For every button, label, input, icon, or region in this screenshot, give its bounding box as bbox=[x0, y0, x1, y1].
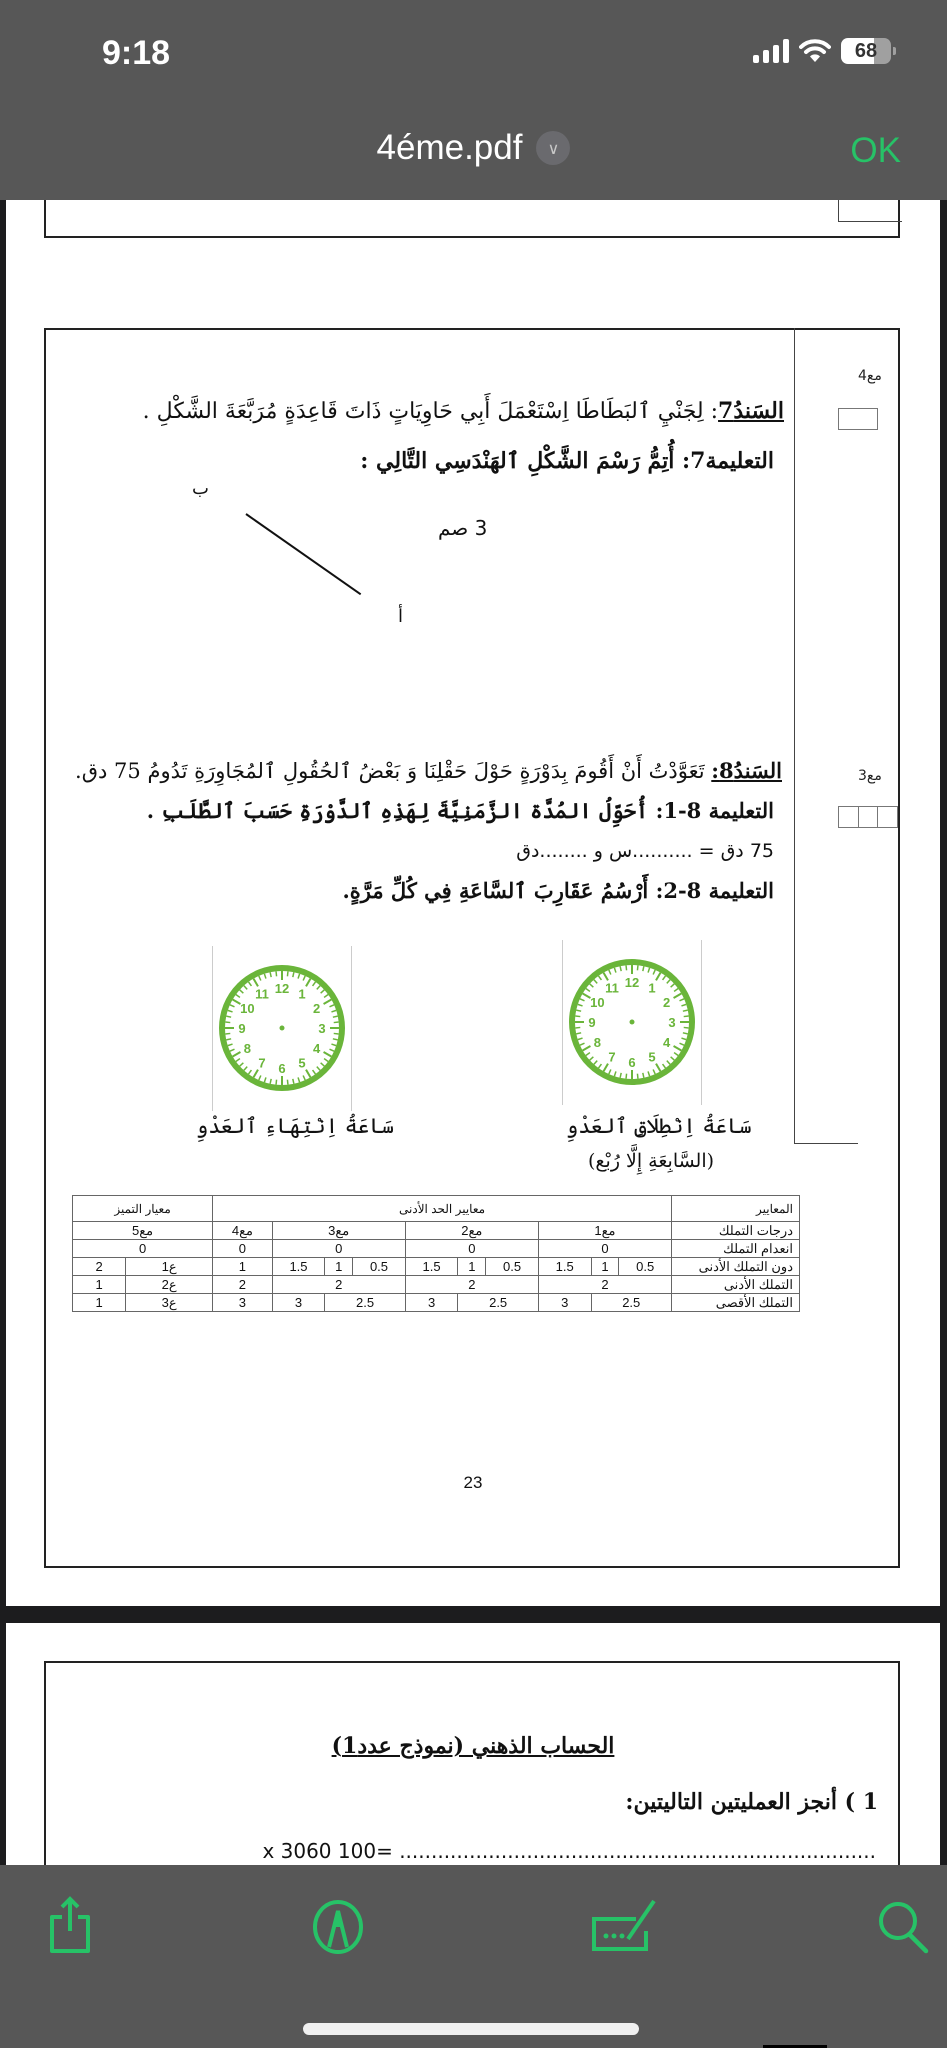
sanad8-label: السَندُ8: bbox=[711, 758, 782, 783]
cell: ع3 bbox=[126, 1294, 213, 1312]
instruction8-2-label: التعليمة 8-2: bbox=[655, 878, 774, 903]
clock-start-subcaption: (السَّابِعَةِ إِلَّا رُبْع) bbox=[588, 1150, 715, 1172]
clock-tick bbox=[333, 1039, 338, 1040]
cell: 0.5 bbox=[353, 1258, 406, 1276]
sanad7-label: السَندُ7 bbox=[718, 398, 784, 424]
cell: 1.5 bbox=[272, 1258, 325, 1276]
instruction8-1 bbox=[147, 798, 774, 823]
cell: 1 bbox=[73, 1294, 126, 1312]
instruction8-2-body: أَرْسُمُ عَقَارِبَ ٱلسَّاعَةِ فِي كُلِّ مَرَّةٍ. bbox=[342, 878, 656, 903]
instruction7-label: التعليمة7: bbox=[682, 448, 774, 474]
signature-icon[interactable] bbox=[584, 1895, 664, 1955]
cell: 1 bbox=[591, 1258, 619, 1276]
cell: 1.5 bbox=[405, 1258, 458, 1276]
header-excellence-criterion: معيار التميز bbox=[73, 1196, 213, 1222]
search-icon[interactable] bbox=[874, 1895, 930, 1955]
cell: 3 bbox=[405, 1294, 458, 1312]
clock-tick bbox=[637, 1074, 638, 1079]
score-box[interactable] bbox=[839, 807, 858, 827]
clock-tick bbox=[643, 1073, 644, 1078]
cell: 1 bbox=[213, 1258, 273, 1276]
clock-tick bbox=[226, 1039, 231, 1040]
document-title-menu[interactable] bbox=[0, 128, 947, 168]
bottom-toolbar bbox=[0, 1865, 947, 2048]
sanad7-text bbox=[143, 398, 784, 424]
cell: ع1 bbox=[126, 1258, 213, 1276]
cell: 2.5 bbox=[458, 1294, 539, 1312]
clock-number: 11 bbox=[255, 986, 269, 1002]
clock-tick bbox=[684, 1027, 689, 1028]
clock-tick bbox=[575, 1027, 580, 1028]
rubric-table bbox=[72, 1195, 800, 1312]
cell: 1 bbox=[325, 1258, 353, 1276]
cell: 0 bbox=[272, 1240, 405, 1258]
clock-number: 9 bbox=[588, 1015, 596, 1030]
cell: 0 bbox=[405, 1240, 538, 1258]
clock-number: 12 bbox=[624, 975, 640, 990]
cell: 3 bbox=[213, 1294, 273, 1312]
instruction7 bbox=[360, 448, 774, 474]
table-row bbox=[73, 1240, 800, 1258]
clock-tick bbox=[637, 965, 638, 970]
clock-number: 10 bbox=[590, 995, 605, 1010]
instruction7-body: أُتِمُّ رَسْمَ الشَّكْلِ ٱلهَنْدَسِي التَّالِي : bbox=[360, 448, 683, 474]
clock-tick bbox=[683, 1033, 688, 1034]
point-b-label: ب bbox=[192, 478, 209, 499]
conversion-line: 75 دق = ..........س و ........دق bbox=[516, 840, 774, 862]
clock-number: 4 bbox=[313, 1041, 321, 1056]
clock-number: 6 bbox=[628, 1055, 636, 1070]
clock-tick bbox=[626, 1074, 627, 1079]
clock-number: 1 bbox=[648, 980, 656, 996]
clock-center bbox=[280, 1026, 285, 1031]
clock-number: 10 bbox=[240, 1001, 255, 1016]
table-row bbox=[73, 1258, 800, 1276]
row-label: التملك الأدنى bbox=[672, 1276, 800, 1294]
home-indicator[interactable] bbox=[303, 2023, 639, 2035]
question-1: 1 ) أنجز العمليتين التاليتين: bbox=[625, 1789, 878, 1815]
sanad8-body: تَعَوَّدْتُ أَنْ أَقُومَ بِدَوْرَةٍ حَوْلَ حَقْلِنَا وَ بَعْضُ ٱلحُقُولِ ٱلمُجَاوِرَةِ تَدُومُ 75 دق. bbox=[75, 759, 712, 783]
table-row bbox=[73, 1294, 800, 1312]
markup-pen-icon[interactable] bbox=[310, 1895, 366, 1955]
score-box[interactable] bbox=[877, 807, 897, 827]
clock-tick bbox=[333, 1016, 338, 1017]
header-criteria: المعايير bbox=[672, 1196, 800, 1222]
clock-number: 6 bbox=[278, 1061, 286, 1076]
status-icons bbox=[753, 38, 891, 64]
instruction8-1-label: التعليمة 8-1: bbox=[655, 798, 774, 823]
top-navigation-bar bbox=[0, 0, 947, 200]
clock-number: 2 bbox=[663, 995, 671, 1010]
table-row bbox=[73, 1222, 800, 1240]
clock-tick bbox=[626, 965, 627, 970]
clock-tick bbox=[270, 1079, 271, 1084]
clock-tick bbox=[287, 1080, 288, 1085]
instruction8-1-body: أُحَوِّلُ المُدَّة الزَّمَنِيَّةَ لِهَذِهِ ٱلدَّوْرَةِ حَسَبَ ٱلطَّلَبِ . bbox=[146, 798, 656, 823]
instruction8-2 bbox=[342, 878, 774, 903]
clock-tick bbox=[287, 971, 288, 976]
clock-number: 2 bbox=[313, 1001, 321, 1016]
clock-tick bbox=[334, 1022, 339, 1023]
clock-number: 7 bbox=[258, 1055, 266, 1071]
cell: مع1 bbox=[538, 1222, 671, 1240]
clock-number: 8 bbox=[593, 1035, 601, 1050]
clock-tick bbox=[276, 1080, 277, 1085]
clock-number: 8 bbox=[243, 1041, 251, 1056]
clock-tick bbox=[225, 1022, 230, 1023]
share-icon[interactable] bbox=[42, 1895, 98, 1955]
row-label: دون التملك الأدنى bbox=[672, 1258, 800, 1276]
clock-number: 3 bbox=[318, 1021, 326, 1036]
cell: 0 bbox=[73, 1240, 213, 1258]
clock-tick bbox=[226, 1016, 231, 1017]
clock-number: 5 bbox=[648, 1049, 656, 1065]
cell: 3 bbox=[272, 1294, 325, 1312]
clock-tick bbox=[225, 1033, 230, 1034]
battery-level: 68 bbox=[854, 39, 878, 62]
clock-tick bbox=[576, 1033, 581, 1034]
criteria-margin-column bbox=[794, 328, 858, 1144]
cell: ع2 bbox=[126, 1276, 213, 1294]
clock-number: 4 bbox=[663, 1035, 671, 1050]
cell: 0.5 bbox=[619, 1258, 672, 1276]
clock-start-caption: سَاعَةُ اِنْطِلَاقِ ٱلعَدْوِ bbox=[566, 1114, 752, 1138]
clock-tick bbox=[334, 1033, 339, 1034]
cell: 2 bbox=[538, 1276, 671, 1294]
clock-tick bbox=[276, 971, 277, 976]
cell: 2 bbox=[272, 1276, 405, 1294]
cell: مع5 bbox=[73, 1222, 213, 1240]
clock-number: 1 bbox=[298, 986, 306, 1002]
clock-tick bbox=[620, 1073, 621, 1078]
cell: 0 bbox=[538, 1240, 671, 1258]
clock-tick bbox=[576, 1010, 581, 1011]
row-label: التملك الأقصى bbox=[672, 1294, 800, 1312]
clock-number: 9 bbox=[238, 1021, 246, 1036]
wifi-icon bbox=[799, 38, 831, 64]
sanad8-text bbox=[75, 758, 782, 783]
score-boxes-mu3[interactable] bbox=[838, 806, 898, 828]
cell: 2.5 bbox=[325, 1294, 406, 1312]
battery-icon bbox=[841, 38, 891, 64]
sanad7-body: : لِجَنْيِ ٱلبَطَاطَا اِسْتَعْمَلَ أَبِي حَاوِيَاتٍ ذَاتَ قَاعِدَةٍ مُرَبَّعَةَ الشَّكْلِ . bbox=[142, 399, 719, 424]
row-label: درجات التملك bbox=[672, 1222, 800, 1240]
cell: مع3 bbox=[272, 1222, 405, 1240]
clock-tick bbox=[620, 966, 621, 971]
cell: 0 bbox=[213, 1240, 273, 1258]
clock-tick bbox=[643, 966, 644, 971]
cell: 2.5 bbox=[591, 1294, 672, 1312]
clock-tick bbox=[293, 1079, 294, 1084]
clock-number: 7 bbox=[608, 1049, 616, 1065]
row-label: انعدام التملك bbox=[672, 1240, 800, 1258]
point-a-label: أ bbox=[398, 606, 404, 627]
clock-number: 12 bbox=[274, 981, 290, 996]
cellular-signal-icon bbox=[753, 39, 789, 63]
clock-end-caption: سَاعَةُ اِنْتِهَاءِ ٱلعَدْوِ bbox=[196, 1114, 394, 1138]
table-row bbox=[73, 1276, 800, 1294]
clock-number: 5 bbox=[298, 1055, 306, 1071]
cell: 2 bbox=[405, 1276, 538, 1294]
cell: 2 bbox=[73, 1258, 126, 1276]
table-header-row bbox=[73, 1196, 800, 1222]
cell: 3 bbox=[538, 1294, 591, 1312]
score-box-mu4[interactable] bbox=[838, 408, 878, 430]
ok-button[interactable]: OK bbox=[850, 131, 901, 170]
page-frame bbox=[44, 328, 900, 1568]
clock-tick bbox=[575, 1016, 580, 1017]
operation-1: ........................................................................... =100 x 3060 bbox=[262, 1839, 876, 1863]
header-minimum-criteria: معايير الحد الأدنى bbox=[213, 1196, 672, 1222]
clock-start[interactable] bbox=[562, 940, 702, 1105]
clock-end[interactable] bbox=[212, 946, 352, 1111]
clock-number: 11 bbox=[605, 980, 619, 996]
status-time: 9:18 bbox=[102, 34, 171, 72]
cell: 0.5 bbox=[486, 1258, 539, 1276]
cell: 1.5 bbox=[538, 1258, 591, 1276]
score-box[interactable] bbox=[858, 807, 878, 827]
clock-center bbox=[630, 1020, 635, 1025]
criterion-label-mu3: مع3 bbox=[858, 768, 882, 784]
cell: 2 bbox=[213, 1276, 273, 1294]
cell: مع2 bbox=[405, 1222, 538, 1240]
chevron-down-icon[interactable]: ∨ bbox=[536, 131, 570, 165]
mental-math-title: الحساب الذهني (نموذج عدد1) bbox=[331, 1733, 615, 1759]
clock-number: 3 bbox=[668, 1015, 676, 1030]
length-label: 3 صم bbox=[438, 516, 488, 540]
document-title[interactable]: 4éme.pdf bbox=[376, 128, 523, 167]
criterion-label-mu4: مع4 bbox=[858, 368, 882, 384]
clock-tick bbox=[270, 972, 271, 977]
clock-tick bbox=[684, 1016, 689, 1017]
cell: 1 bbox=[73, 1276, 126, 1294]
cell: مع4 bbox=[213, 1222, 273, 1240]
cell: 1 bbox=[458, 1258, 486, 1276]
clock-tick bbox=[683, 1010, 688, 1011]
page-number: 23 bbox=[463, 1473, 483, 1492]
pdf-page-23 bbox=[6, 288, 940, 1606]
clock-tick bbox=[293, 972, 294, 977]
